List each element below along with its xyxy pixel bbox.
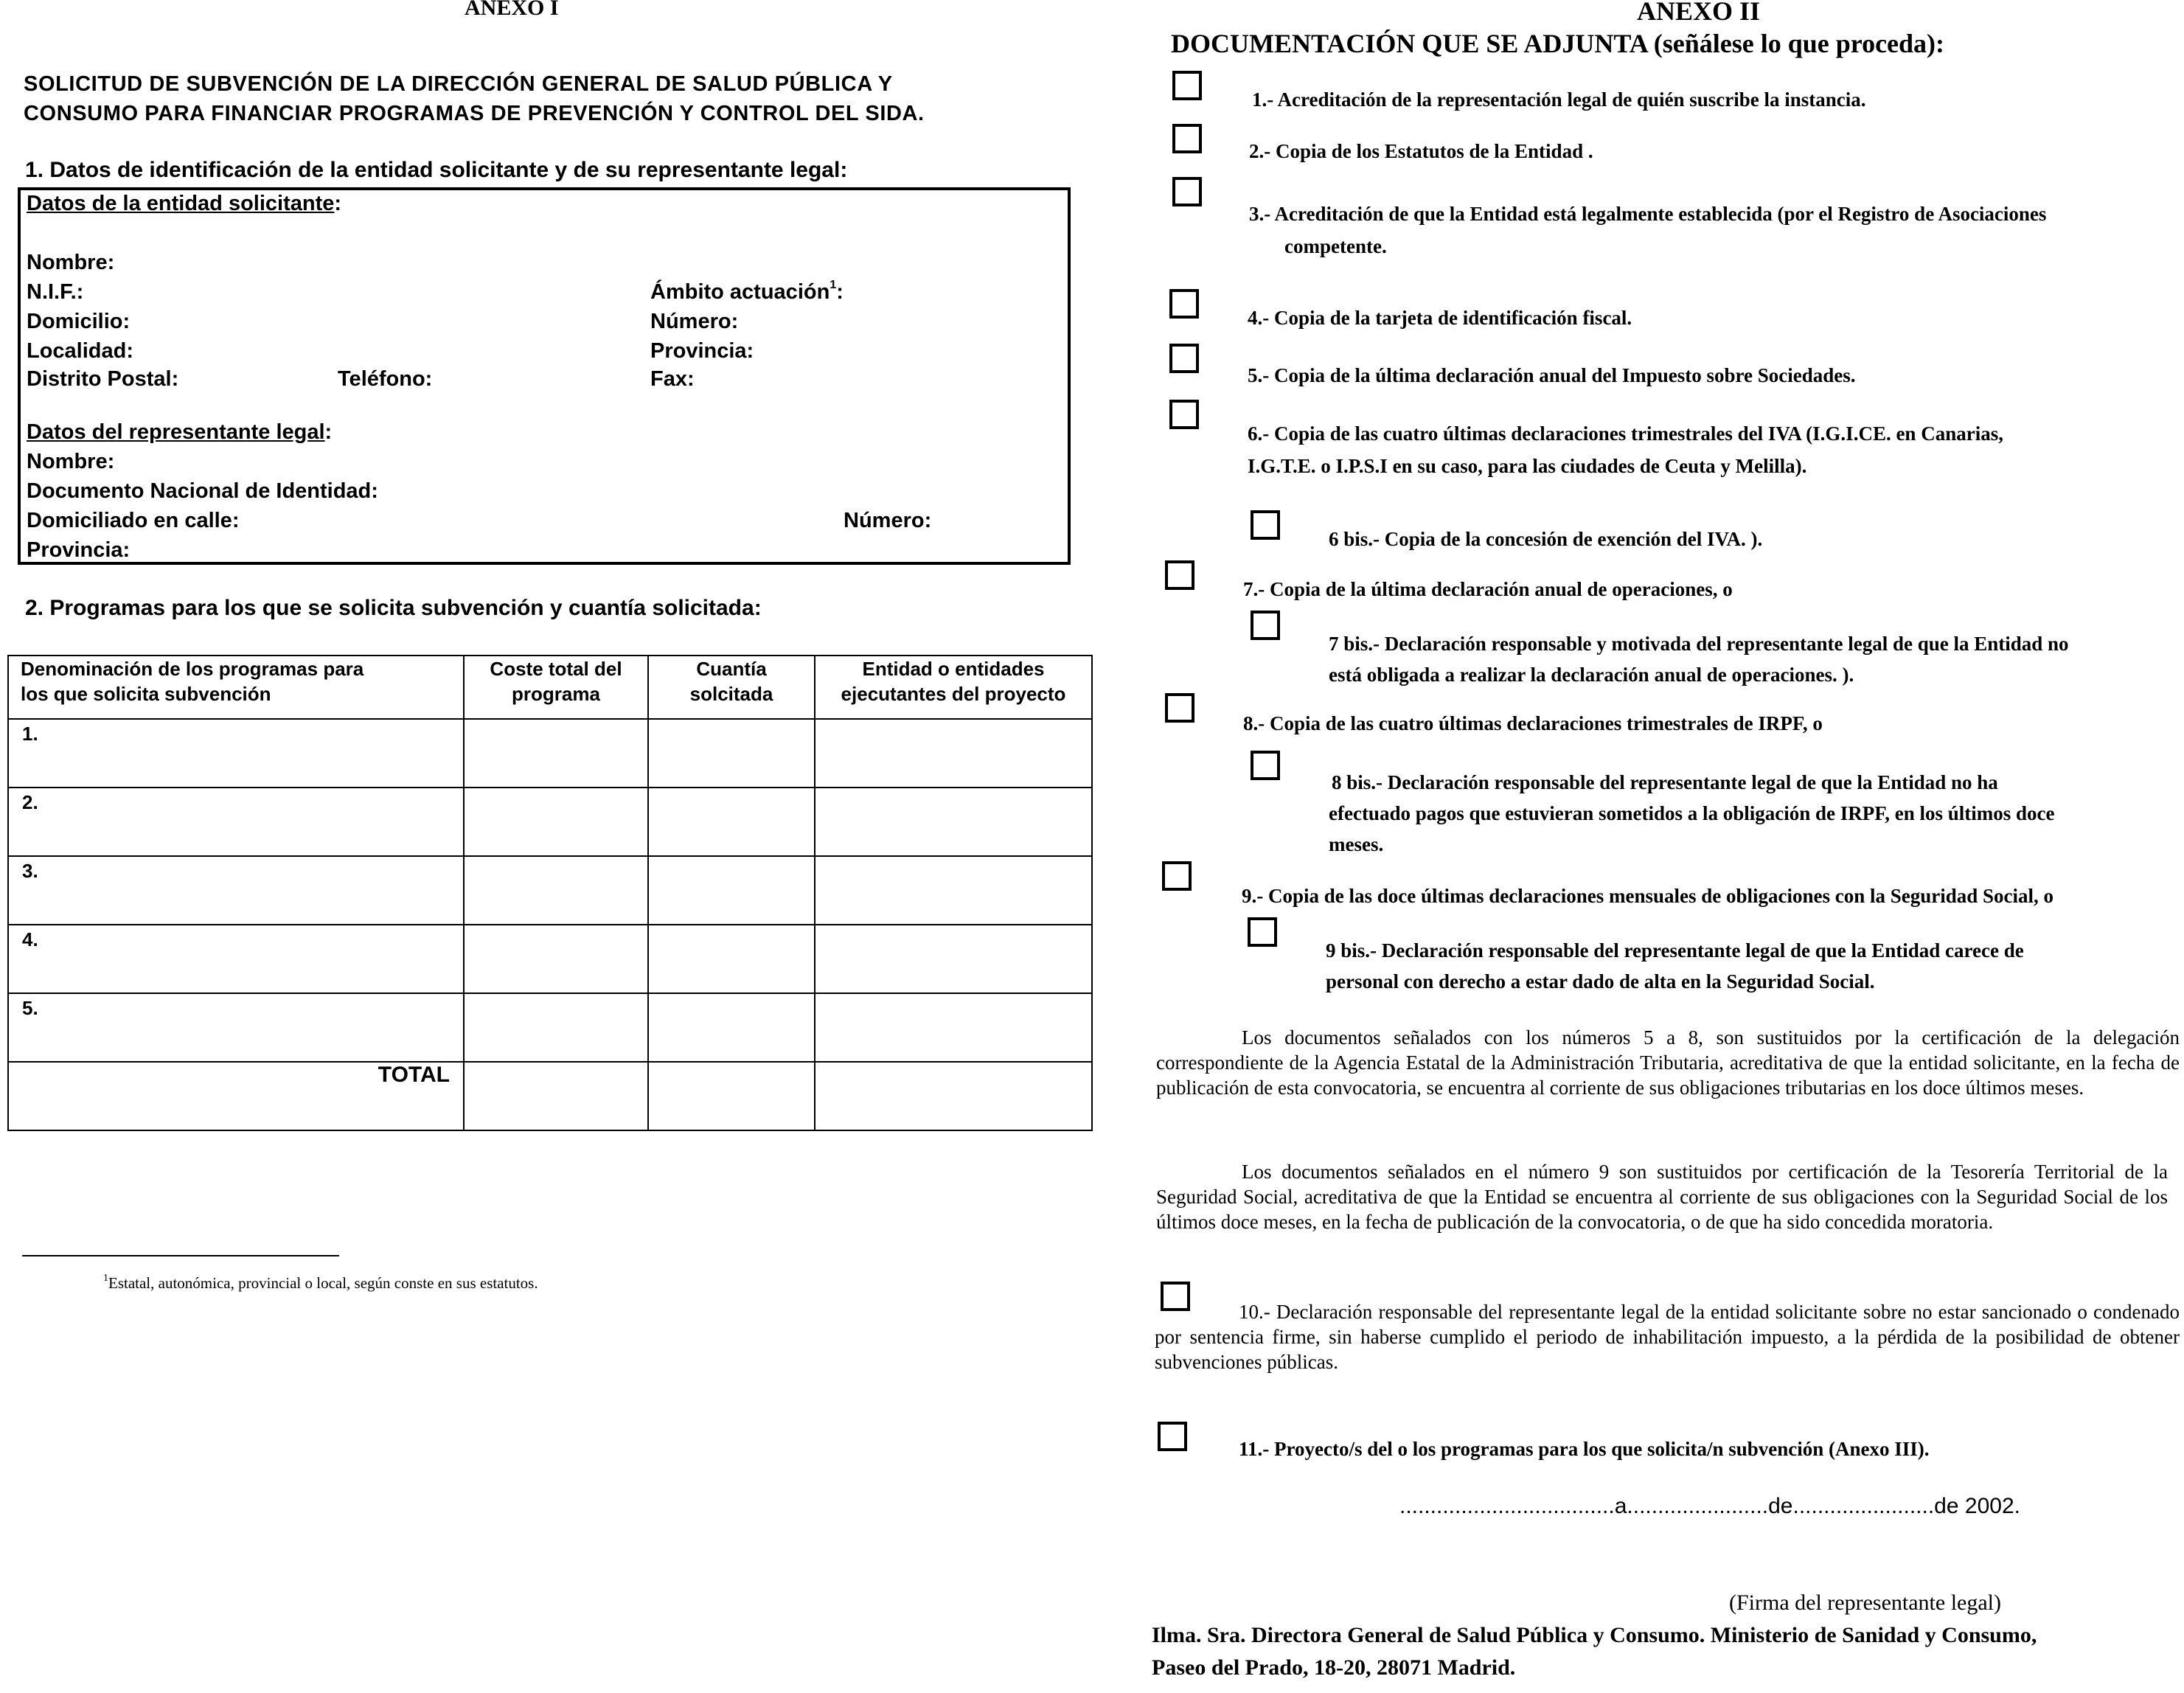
checkbox-item-7bis[interactable] xyxy=(1251,611,1280,640)
total-amount-cell[interactable] xyxy=(648,1062,815,1130)
anexo2-title: ANEXO II xyxy=(1637,0,1761,26)
checkbox-item-3[interactable] xyxy=(1172,177,1202,206)
entity-domicilio-label[interactable]: Domicilio: xyxy=(27,310,131,333)
checkbox-item-6bis[interactable] xyxy=(1251,510,1280,540)
table-row xyxy=(8,788,1092,856)
section2-heading: 2. Programas para los que se solicita subvención y cuantía solicitada: xyxy=(25,596,762,620)
program-entity-cell[interactable] xyxy=(815,925,1092,993)
documentation-title: DOCUMENTACIÓN QUE SE ADJUNTA (señálese lo que proceda): xyxy=(1171,29,1945,58)
solicitud-title-line2: CONSUMO PARA FINANCIAR PROGRAMAS DE PREVENCIÓN Y CONTROL DEL SIDA. xyxy=(24,102,925,125)
entity-heading: Datos de la entidad solicitante: xyxy=(27,192,342,215)
program-name-cell[interactable]: 5. xyxy=(8,993,464,1062)
total-entity-cell[interactable] xyxy=(815,1062,1092,1130)
table-header-row xyxy=(8,656,1092,719)
representative-numero-label[interactable]: Número: xyxy=(844,509,932,532)
checkbox-item-8bis[interactable] xyxy=(1251,751,1280,780)
col-header-denominacion: Denominación de los programas para los que solicita subvención xyxy=(8,656,464,719)
footnote-divider xyxy=(22,1255,339,1256)
checkbox-item-4[interactable] xyxy=(1169,289,1199,319)
checkbox-item-1[interactable] xyxy=(1172,71,1202,100)
item-9bis-text: 9 bis.- Declaración responsable del representante legal de que la Entidad carece de personal con derecho a estar dado de alta en la Seguridad Social. xyxy=(1326,939,2024,992)
checkbox-item-7[interactable] xyxy=(1165,560,1194,590)
item-7-text: 7.- Copia de la última declaración anual de operaciones, o xyxy=(1243,578,1733,600)
footnote-marker: 1 xyxy=(830,279,837,291)
table-row xyxy=(8,856,1092,925)
total-cost-cell[interactable] xyxy=(464,1062,648,1130)
identification-box xyxy=(18,187,1071,565)
item-2-text: 2.- Copia de los Estatutos de la Entidad . xyxy=(1249,140,1593,162)
item-6bis-text: 6 bis.- Copia de la concesión de exención del IVA. ). xyxy=(1329,528,1763,550)
program-cost-cell[interactable] xyxy=(464,788,648,856)
entity-nif-label[interactable]: N.I.F.: xyxy=(27,280,84,304)
program-cost-cell[interactable] xyxy=(464,719,648,788)
anexo1-title: ANEXO I xyxy=(465,0,559,20)
entity-telefono-label[interactable]: Teléfono: xyxy=(338,367,433,391)
addressee: Ilma. Sra. Directora General de Salud Pública y Consumo. Ministerio de Sanidad y Consumo, Paseo del Prado, 18-20, 28071 Madrid. xyxy=(1152,1623,2037,1680)
entity-fax-label[interactable]: Fax: xyxy=(650,367,695,391)
program-entity-cell[interactable] xyxy=(815,856,1092,925)
program-name-cell[interactable]: 4. xyxy=(8,925,464,993)
entity-localidad-label[interactable]: Localidad: xyxy=(27,339,134,363)
substitution-paragraph-1: Los documentos señalados con los números 5 a 8, son sustituidos por la certificación de la delegación correspondiente de la Agencia Estatal de la Administración Tributaria, acreditativa de que la entidad solicitante, en la fecha de publicación de esta convocatoria, se encuentra al corriente de sus obligaciones tributarias en los doce últimos meses. xyxy=(1156,1026,2180,1099)
program-amount-cell[interactable] xyxy=(648,993,815,1062)
program-name-cell[interactable]: 3. xyxy=(8,856,464,925)
item-8bis-text: 8 bis.- Declaración responsable del representante legal de que la Entidad no ha efectuado pagos que estuvieran sometidos a la obligación de IRPF, en los últimos doce meses. xyxy=(1329,771,2055,855)
footnote: $^1$Estatal, autonómica, provincial o local, según conste en sus estatutos. xyxy=(103,1273,538,1292)
entity-ambito-label[interactable]: Ámbito actuación$^1$: xyxy=(650,279,844,304)
program-amount-cell[interactable] xyxy=(648,788,815,856)
checkbox-item-2[interactable] xyxy=(1172,124,1202,153)
item-5-text: 5.- Copia de la última declaración anual del Impuesto sobre Sociedades. xyxy=(1248,364,1856,386)
program-name-cell[interactable]: 2. xyxy=(8,788,464,856)
program-cost-cell[interactable] xyxy=(464,993,648,1062)
program-entity-cell[interactable] xyxy=(815,719,1092,788)
program-entity-cell[interactable] xyxy=(815,788,1092,856)
signature-caption: (Firma del representante legal) xyxy=(1729,1591,2001,1615)
solicitud-title-line1: SOLICITUD DE SUBVENCIÓN DE LA DIRECCIÓN GENERAL DE SALUD PÚBLICA Y xyxy=(24,72,893,96)
substitution-paragraph-2: Los documentos señalados en el número 9 son sustituidos por certificación de la Tesorería Territorial de la Seguridad Social, acreditativa de que la Entidad se encuentra al corriente de sus obligaciones con la Seguridad Social de los últimos doce meses, en la fecha de publicación de la convocatoria, o de que ha sido concedida moratoria. xyxy=(1156,1161,2168,1233)
item-8-text: 8.- Copia de las cuatro últimas declaraciones trimestrales de IRPF, o xyxy=(1243,712,1823,734)
representative-nombre-label[interactable]: Nombre: xyxy=(27,450,115,473)
entity-distrito-postal-label[interactable]: Distrito Postal: xyxy=(27,367,179,391)
checkbox-item-11[interactable] xyxy=(1158,1422,1187,1451)
table-row xyxy=(8,719,1092,788)
representative-domicilio-label[interactable]: Domiciliado en calle: xyxy=(27,509,240,532)
table-row xyxy=(8,993,1092,1062)
program-name-cell[interactable]: 1. xyxy=(8,719,464,788)
entity-nombre-label[interactable]: Nombre: xyxy=(27,251,115,274)
checkbox-item-8[interactable] xyxy=(1165,693,1194,723)
item-7bis-text: 7 bis.- Declaración responsable y motivada del representante legal de que la Entidad no está obligada a realizar la declaración anual de operaciones. ). xyxy=(1329,633,2069,686)
item-6-text: 6.- Copia de las cuatro últimas declaraciones trimestrales del IVA (I.G.I.CE. en Canarias, I.G.T.E. o I.P.S.I en su caso, para las ciudades de Ceuta y Melilla). xyxy=(1248,423,2003,477)
entity-provincia-label[interactable]: Provincia: xyxy=(650,339,754,363)
representative-heading: Datos del representante legal: xyxy=(27,420,333,444)
program-cost-cell[interactable] xyxy=(464,856,648,925)
col-header-cuantia: Cuantía solcitada xyxy=(648,656,815,719)
item-11-text: 11.- Proyecto/s del o los programas para los que solicita/n subvención (Anexo III). xyxy=(1239,1438,1930,1460)
checkbox-item-9[interactable] xyxy=(1162,861,1192,891)
representative-provincia-label[interactable]: Provincia: xyxy=(27,538,131,562)
checkbox-item-6[interactable] xyxy=(1169,400,1199,429)
program-amount-cell[interactable] xyxy=(648,856,815,925)
item-9-text: 9.- Copia de las doce últimas declaraciones mensuales de obligaciones con la Seguridad Social, o xyxy=(1242,885,2054,907)
col-header-coste: Coste total del programa xyxy=(464,656,648,719)
section1-heading: 1. Datos de identificación de la entidad solicitante y de su representante legal: xyxy=(25,158,848,182)
program-amount-cell[interactable] xyxy=(648,719,815,788)
representative-dni-label[interactable]: Documento Nacional de Identidad: xyxy=(27,479,378,503)
table-row xyxy=(8,925,1092,993)
item-1-text: 1.- Acreditación de la representación legal de quién suscribe la instancia. xyxy=(1252,88,1866,111)
programs-table xyxy=(7,655,1093,1131)
total-label-cell: TOTAL xyxy=(8,1062,464,1130)
program-amount-cell[interactable] xyxy=(648,925,815,993)
entity-numero-label[interactable]: Número: xyxy=(650,310,739,333)
program-entity-cell[interactable] xyxy=(815,993,1092,1062)
table-total-row xyxy=(8,1062,1092,1130)
item-10-text: 10.- Declaración responsable del representante legal de la entidad solicitante sobre no estar sancionado o condenado por sentencia firme, sin haberse cumplido el periodo de inhabilitación impuesto, a la pérdida de la posibilidad de obtener subvenciones públicas. xyxy=(1155,1301,2180,1373)
date-line[interactable]: ...................................a.......................de.......................de 2002. xyxy=(1399,1494,2020,1518)
solicitud-title xyxy=(24,69,1056,128)
item-3-text: 3.- Acreditación de que la Entidad está legalmente establecida (por el Registro de Asociaciones competente. xyxy=(1249,203,2047,257)
program-cost-cell[interactable] xyxy=(464,925,648,993)
checkbox-item-5[interactable] xyxy=(1169,344,1199,373)
checkbox-item-9bis[interactable] xyxy=(1248,917,1277,947)
col-header-entidad: Entidad o entidades ejecutantes del proyecto xyxy=(815,656,1092,719)
item-4-text: 4.- Copia de la tarjeta de identificación fiscal. xyxy=(1248,307,1632,329)
